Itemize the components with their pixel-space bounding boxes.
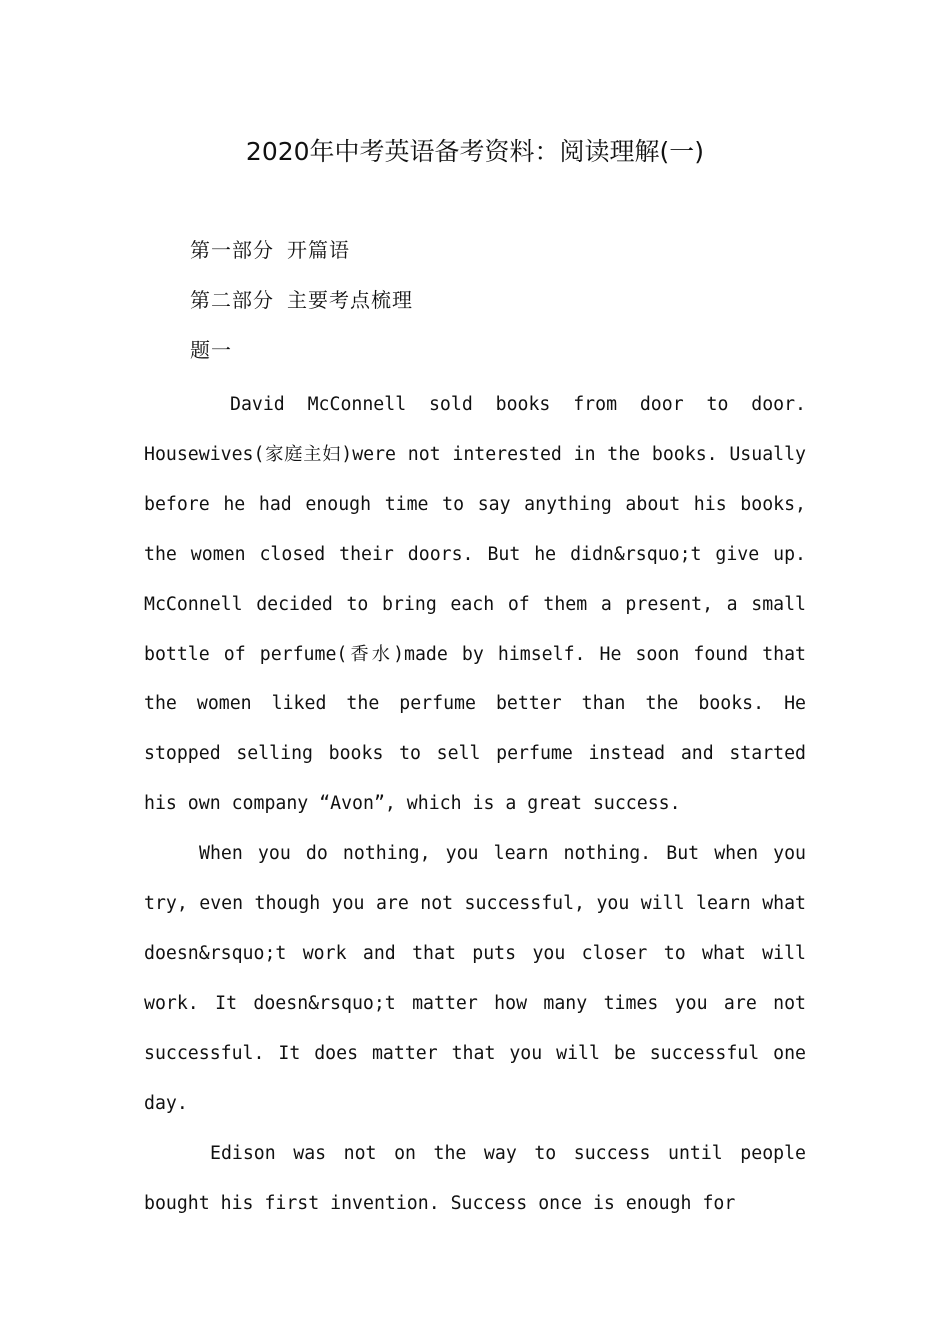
body-text-area xyxy=(144,380,806,1225)
section-heading-part-one: 第一部分 开篇语 xyxy=(190,238,351,262)
reading-passage xyxy=(144,380,806,1225)
question-heading: 题一 xyxy=(190,338,232,362)
passage-paragraph: Edison was not on the way to success until people bought his first invention. Success once is enough for xyxy=(144,1142,806,1214)
passage-paragraph: When you do nothing, you learn nothing. But when you try, even though you are not successful, you will learn what doesn&rsquo;t work and that puts you closer to what will work. It doesn&rsquo;t matter how many times you are not successful. It does matter that you will be successful one day. xyxy=(144,843,806,1114)
passage-paragraph: David McConnell sold books from door to door. Housewives(家庭主妇)were not interested in the books. Usually before he had enough time to say anything about his books, the women closed their doors. But he didn&rsquo;t give up. McConnell decided to bring each of them a present, a small bottle of perfume(香水)made by himself. He soon found that the women liked the perfume better than the books. He stopped selling books to sell perfume instead and started his own company “Avon”, which is a great success. xyxy=(144,394,806,815)
section-heading-part-two: 第二部分 主要考点梳理 xyxy=(190,288,414,312)
page-title: 2020年中考英语备考资料：阅读理解(一) xyxy=(245,137,705,166)
